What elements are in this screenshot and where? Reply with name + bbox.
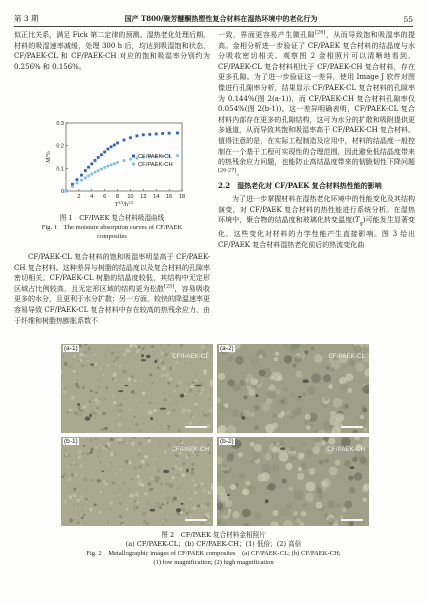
issue-number: 第 3 期 [14,14,39,23]
data-point [100,168,103,171]
caption-en: Fig. 2 Metallographic images of CF/PAEK composites (a) CF/PAEK-CL; (b) CF/PAEK-CH; [86,550,341,557]
scale-bar [185,426,207,428]
data-point [87,166,90,169]
paragraph: CF/PAEK-CL 复合材料的饱和吸湿率明显高于 CF/PAEK-CH 复合材料。这种差异与树脂的结晶度以及复合材料的孔隙率密切相关。CF/PAEK-CL 树脂的结晶度较低，其结构中无定形区域占比例较高，且无定形区域的结构更为松散[25]，容易吸收更多的水分，且更利于水分扩散；另一方面，较快的降温速率更容易导致 CF/PAEK-CL 复合材料中存在较高的热残余应力，由于纤维和树脂热膨胀系数不 [14,253,210,325]
right-column [218,30,415,250]
section-heading: 2.2 湿热老化对 CF/PAEK 复合材料热性能的影响 [218,181,382,191]
citation: [25] [164,283,175,290]
metallographic-figure [61,344,369,526]
data-point [84,176,87,179]
data-point [103,151,106,154]
data-point [71,185,74,188]
data-point [80,179,83,182]
panel-label: (b-1) [64,438,78,445]
x-tick-label: 16 [166,194,173,200]
figure-1-caption [14,214,210,241]
panel-label: (a-2) [220,345,234,352]
data-point [84,169,87,172]
data-point [142,133,145,136]
x-tick-label: 6 [103,194,107,200]
panel-sample-name: CF/PAEK-CL [172,353,209,360]
x-tick-label: 12 [140,194,147,200]
caption-en-sub: (1) low magnification; (2) high magnification [153,559,274,566]
citation: [26-27] [218,167,237,174]
x-tick-label: 4 [90,194,94,200]
data-point [90,173,93,176]
data-point [176,132,179,135]
caption-cn: 图 2 CF/PAEK 复合材料金相照片 [161,531,266,539]
micrograph-a2 [217,344,369,433]
legend-label: CF/PAEK-CH [138,162,173,168]
y-axis-label: M/% [46,151,52,163]
data-point [90,162,93,165]
moisture-absorption-chart [40,117,190,213]
data-point [129,158,132,161]
paragraph: 似正比关系，满足 Fick 第二定律的预测。湿热老化处理后期，材料的吸湿速率减缓，处理 300 h 后，均达到吸湿饱和状态，CF/PAEK-CL 和 CF/PAEK-CH 对应的饱和吸湿率分别约为 0.256% 和 0.156%。 [14,31,210,71]
data-point [75,182,78,185]
y-tick-label: 0.1 [56,166,64,173]
panel-label: (b-2) [220,438,234,445]
caption-cn: 图 1 CF/PAEK 复合材料吸湿曲线 [59,214,165,222]
y-tick-label: 0 [60,189,64,195]
panel-sample-name: CF/PAEK-CH [171,446,209,453]
data-point [123,139,126,142]
data-point [116,161,119,164]
data-point [87,174,90,177]
data-point [103,166,106,169]
data-point [176,154,179,157]
x-axis-label: $T^{1/2}/h^{1/2}$ [114,200,134,208]
scale-bar [341,519,363,521]
figure-2-caption [14,531,413,567]
panel-sample-name: CF/PAEK-CH [327,446,365,453]
caption-en: composites [97,233,127,240]
paragraph: 一致，界面更容易产生微孔隙[26]，从而导致饱和吸湿率的提高。金相分析进一步验证了 CF/PAEK 复合材料的结晶度与水分吸收密切相关。观察图 2 金相照片可以清晰地看到，CF/PAEK-CL 复合材料相比于 CF/PAEK-CH 复合材料，存在更多孔隙。为了进一步验证这一差异，使用 Image J 软件对图像进行孔隙率分析，结果显示 CF/PAEK-CL 复合材料的孔隙率为 0.144%(图 2(a-1))，而 CF/PAEK-CH 复合材料孔隙率仅 0.054%(图 2(b-1))。这一差异明确表明，CF/PAEK-CL 复合材料内部存在更多的孔隙结构，这可为水分的扩散和吸附提供更多通道，从而导致其饱和吸湿率高于 CF/PAEK-CH 复合材料。值得注意的是，在实际工程制造及应用中，材料的结晶度一般控制在一个基于工程可实现性的合理范围，因此避免低结晶度带来的热残余应力问题，也能防止高结晶度带来的韧脆韧性下降问题[26-27]。 [218,29,416,177]
left-column-top [14,30,210,72]
y-tick-label: 0.3 [56,121,64,127]
legend-marker [132,162,135,165]
data-point [106,165,109,168]
data-point [148,133,151,136]
legend-label: CF/PAEK-CL [138,154,172,160]
data-point [116,142,119,145]
left-column-bottom [14,252,210,326]
micrograph-b1 [61,437,213,526]
data-point [65,190,68,193]
data-point [94,159,97,162]
scale-bar [185,519,207,521]
micrograph-a1 [61,344,213,433]
x-tick-label: 10 [127,194,134,200]
page-header [14,12,413,27]
legend-marker [132,155,135,158]
citation: [26] [315,29,326,36]
panel-label: (a-1) [64,345,78,352]
data-point [155,132,158,135]
data-point [110,163,113,166]
data-point [135,135,138,138]
x-tick-label: 2 [77,194,81,200]
data-point [110,145,113,148]
x-tick-label: 18 [178,194,186,200]
data-point [129,136,132,139]
data-point [113,144,116,147]
scale-bar [341,426,363,428]
running-title: 国产 T800/聚芳醚酮热塑性复合材料在湿热环境中的老化行为 [124,14,318,23]
data-point [161,132,164,135]
data-point [94,171,97,174]
micrograph-b2 [217,437,369,526]
x-tick-label: 8 [116,194,120,200]
data-point [123,159,126,162]
paragraph: 为了进一步掌握材料在湿热老化环境中的性能变化及其结构演变，对 CF/PAEK 复合材料的热性能进行系统分析。在湿热环境中，聚合物的结晶度和玻璃化转变温度$(T_g)$可能发生显著变化，这些变化对材料的力学性能产生直接影响。图 3 给出 CF/PAEK 复合材料湿热老化前后的热流变化曲 [218,194,416,249]
data-point [76,178,79,181]
page-number: 55 [403,15,413,24]
panel-sample-name: CF/PAEK-CL [328,353,365,360]
data-point [113,162,116,165]
caption-en: Fig. 1 The moisture absorption curves of CF/PAEK [41,224,183,231]
x-tick-label: 14 [153,194,160,200]
data-point [80,174,83,177]
data-point [97,156,100,159]
data-point [168,132,171,135]
data-point [97,169,100,172]
chart-legend [132,154,173,168]
data-point [106,148,109,151]
caption-cn-sub: (a) CF/PAEK-CL；(b) CF/PAEK-CH；(1) 低倍；(2) 高倍 [125,540,302,548]
y-tick-label: 0.2 [56,143,64,150]
data-point [100,153,103,156]
